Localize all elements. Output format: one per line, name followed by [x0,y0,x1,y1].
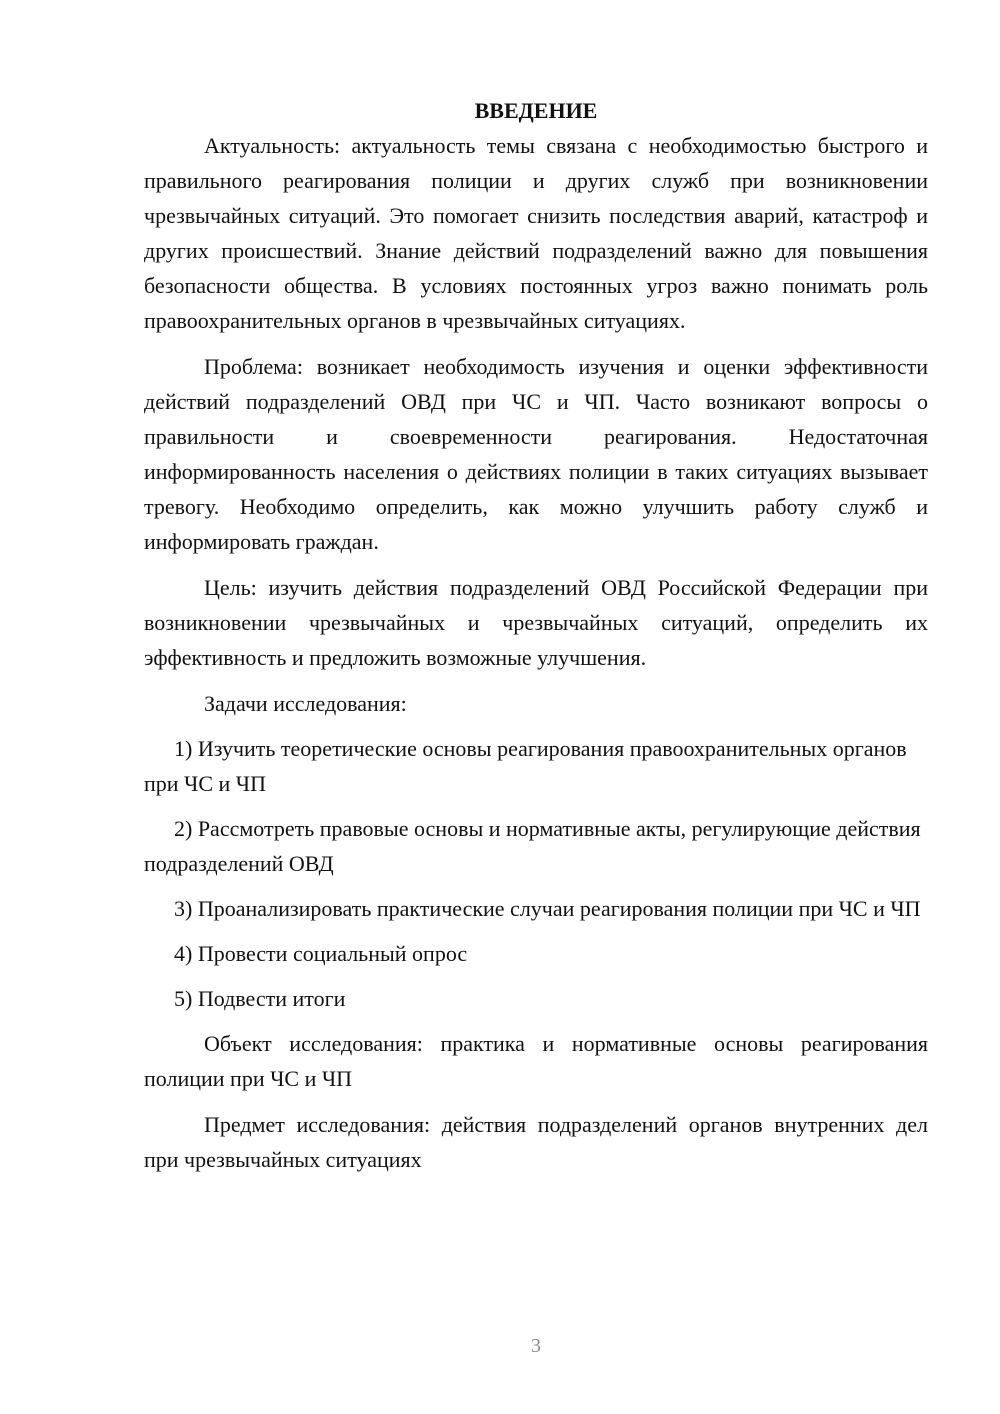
task-item: 3) Проанализировать практические случаи реагирования полиции при ЧС и ЧП [174,896,921,921]
task-item: 2) Рассмотреть правовые основы и нормативные акты, регулирующие действия подразделений ОВД [144,816,921,876]
paragraph-problem: Проблема: возникает необходимость изучения и оценки эффективности действий подразделений ОВД при ЧС и ЧП. Часто возникают вопросы о правильности и своевременности реагирования. Недостаточная информированность населения о действиях полиции в таких ситуациях вызывает тревогу. Необходимо определить, как можно улучшить работу служб и информировать граждан. [144,354,928,554]
page-number: 3 [531,1335,541,1357]
page-title: ВВЕДЕНИЕ [474,98,598,123]
paragraph-object: Объект исследования: практика и нормативные основы реагирования полиции при ЧС и ЧП [144,1031,928,1091]
document-page [144,96,928,1188]
tasks-heading: Задачи исследования: [204,691,407,716]
paragraph-goal: Цель: изучить действия подразделений ОВД Российской Федерации при возникновении чрезвычайных и чрезвычайных ситуаций, определить их эффективность и предложить возможные улучшения. [144,575,928,670]
paragraph-relevance: Актуальность: актуальность темы связана с необходимостью быстрого и правильного реагирования полиции и других служб при возникновении чрезвычайных ситуаций. Это помогает снизить последствия аварий, катастроф и других происшествий. Знание действий подразделений важно для повышения безопасности общества. В условиях постоянных угроз важно понимать роль правоохранительных органов в чрезвычайных ситуациях. [144,133,928,333]
task-item: 1) Изучить теоретические основы реагирования правоохранительных органов при ЧС и ЧП [144,736,907,796]
task-item: 5) Подвести итоги [174,986,346,1011]
task-item: 4) Провести социальный опрос [174,941,468,966]
paragraph-subject: Предмет исследования: действия подразделений органов внутренних дел при чрезвычайных ситуациях [144,1112,928,1172]
